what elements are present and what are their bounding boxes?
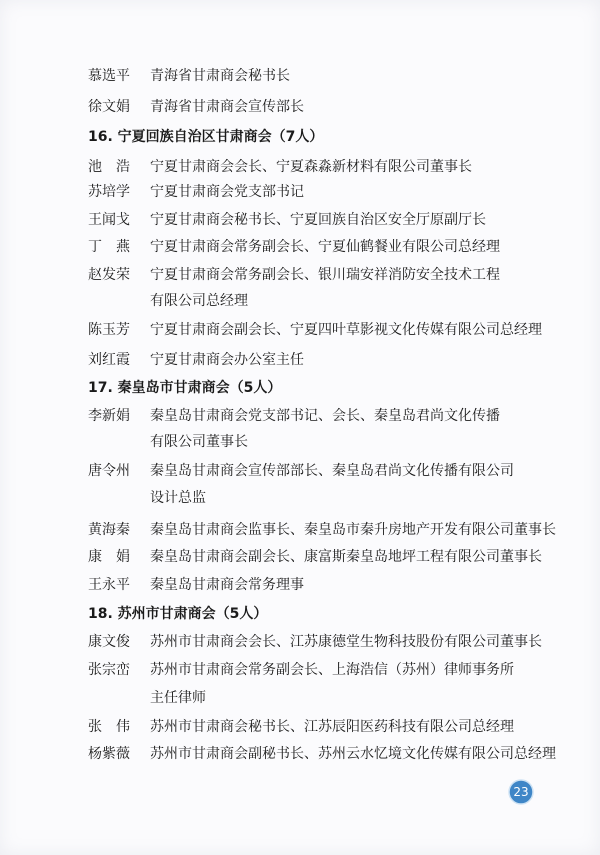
member-title: 宁夏甘肃商会副会长、宁夏四叶草影视文化传媒有限公司总经理	[150, 322, 542, 338]
member-name: 苏培学	[88, 184, 130, 200]
page-number-badge	[508, 779, 534, 805]
member-name: 李新娟	[88, 408, 130, 424]
member-name: 刘红霞	[88, 352, 130, 368]
member-title: 苏州市甘肃商会常务副会长、上海浩信（苏州）律师事务所	[150, 662, 514, 678]
member-title: 宁夏甘肃商会秘书长、宁夏回族自治区安全厅原副厅长	[150, 212, 486, 228]
member-title: 青海省甘肃商会秘书长	[150, 68, 290, 84]
member-name: 徐文娟	[88, 99, 130, 115]
member-title: 宁夏甘肃商会会长、宁夏森淼新材料有限公司董事长	[150, 159, 472, 175]
member-title: 秦皇岛甘肃商会副会长、康富斯秦皇岛地坪工程有限公司董事长	[150, 549, 542, 565]
member-title: 秦皇岛甘肃商会常务理事	[150, 577, 304, 593]
member-title: 苏州市甘肃商会秘书长、江苏辰阳医药科技有限公司总经理	[150, 719, 514, 735]
member-name: 张 伟	[88, 719, 130, 735]
member-title: 宁夏甘肃商会党支部书记	[150, 184, 304, 200]
member-title: 秦皇岛甘肃商会党支部书记、会长、秦皇岛君尚文化传播	[150, 408, 500, 424]
member-title: 青海省甘肃商会宣传部长	[150, 99, 304, 115]
member-name: 康 娟	[88, 549, 130, 565]
member-name: 康文俊	[88, 634, 130, 650]
member-name: 陈玉芳	[88, 322, 130, 338]
member-title: 苏州市甘肃商会会长、江苏康德堂生物科技股份有限公司董事长	[150, 634, 542, 650]
member-title-cont: 有限公司总经理	[150, 293, 248, 309]
member-title-cont: 有限公司董事长	[150, 434, 248, 450]
member-name: 唐令州	[88, 463, 130, 479]
member-name: 王闻戈	[88, 212, 130, 228]
section-heading: 18. 苏州市甘肃商会（5人）	[88, 606, 268, 622]
member-name: 杨紫薇	[88, 746, 130, 762]
member-title: 秦皇岛甘肃商会监事长、秦皇岛市秦升房地产开发有限公司董事长	[150, 522, 556, 538]
member-title: 宁夏甘肃商会办公室主任	[150, 352, 304, 368]
member-name: 王永平	[88, 577, 130, 593]
member-title: 秦皇岛甘肃商会宣传部部长、秦皇岛君尚文化传播有限公司	[150, 463, 514, 479]
member-name: 慕选平	[88, 68, 130, 84]
member-name: 丁 燕	[88, 239, 130, 255]
member-name: 赵发荣	[88, 267, 130, 283]
member-title: 苏州市甘肃商会副秘书长、苏州云水忆境文化传媒有限公司总经理	[150, 746, 556, 762]
section-heading: 17. 秦皇岛市甘肃商会（5人）	[88, 380, 282, 396]
page-number: 23	[513, 785, 529, 799]
member-name: 张宗峦	[88, 662, 130, 678]
section-heading: 16. 宁夏回族自治区甘肃商会（7人）	[88, 129, 324, 145]
member-name: 池 浩	[88, 159, 130, 175]
member-name: 黄海秦	[88, 522, 130, 538]
member-title-cont: 设计总监	[150, 490, 206, 506]
member-title: 宁夏甘肃商会常务副会长、宁夏仙鹤餐业有限公司总经理	[150, 239, 500, 255]
member-title: 宁夏甘肃商会常务副会长、银川瑞安祥消防安全技术工程	[150, 267, 500, 283]
member-title-cont: 主任律师	[150, 690, 206, 706]
